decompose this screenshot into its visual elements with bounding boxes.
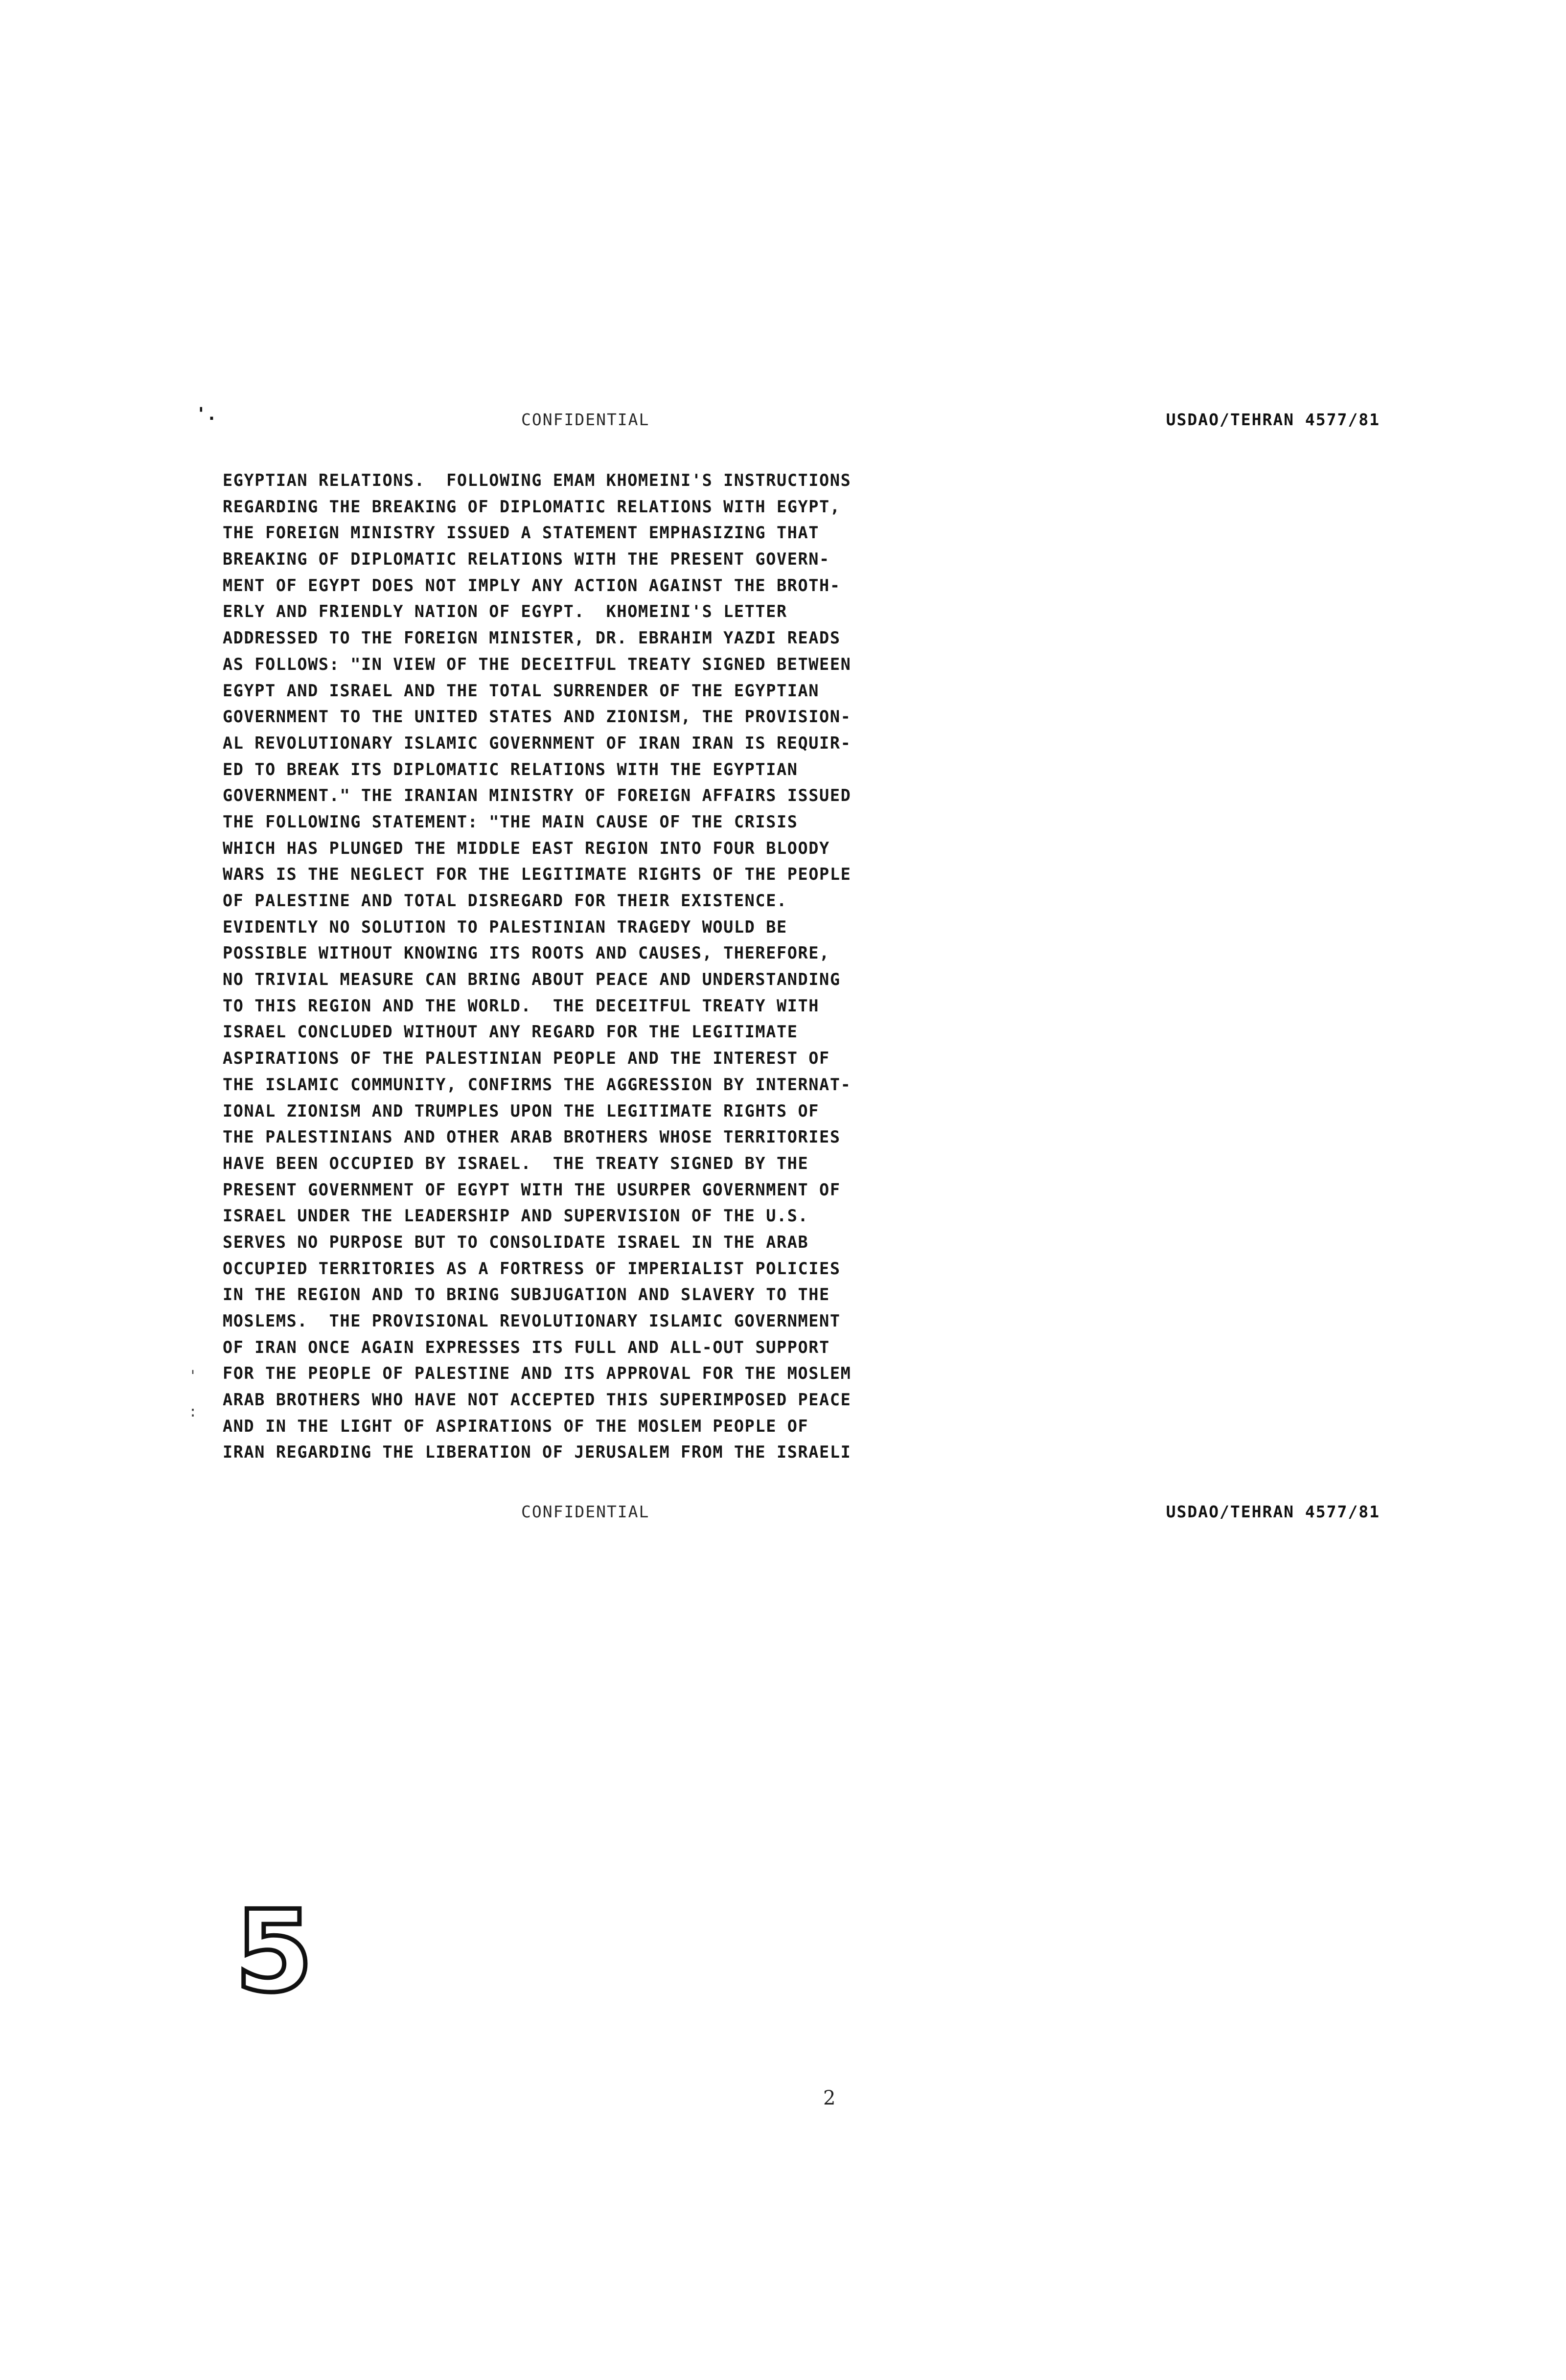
body-line: AL REVOLUTIONARY ISLAMIC GOVERNMENT OF IRAN IRAN IS REQUIR- [223,733,852,753]
body-line: THE PALESTINIANS AND OTHER ARAB BROTHERS WHOSE TERRITORIES [223,1127,841,1147]
body-line: REGARDING THE BREAKING OF DIPLOMATIC RELATIONS WITH EGYPT, [223,497,841,516]
body-line: OF PALESTINE AND TOTAL DISREGARD FOR THEIR EXISTENCE. [223,891,787,910]
body-line: GOVERNMENT." THE IRANIAN MINISTRY OF FOREIGN AFFAIRS ISSUED [223,786,852,805]
section-number: 5 [235,1887,314,2017]
body-line: AND IN THE LIGHT OF ASPIRATIONS OF THE MOSLEM PEOPLE OF [223,1416,809,1436]
body-line: ISRAEL UNDER THE LEADERSHIP AND SUPERVISION OF THE U.S. [223,1206,809,1226]
message-body [223,467,1187,1465]
body-line: FOR THE PEOPLE OF PALESTINE AND ITS APPROVAL FOR THE MOSLEM [223,1364,852,1383]
body-line: OCCUPIED TERRITORIES AS A FORTRESS OF IMPERIALIST POLICIES [223,1259,841,1278]
edge-tick: : [188,1403,198,1420]
margin-mark: '. [196,404,217,424]
body-line: POSSIBLE WITHOUT KNOWING ITS ROOTS AND CAUSES, THEREFORE, [223,943,830,963]
footer-message-id: USDAO/TEHRAN 4577/81 [1166,1502,1380,1521]
body-line: AS FOLLOWS: "IN VIEW OF THE DECEITFUL TREATY SIGNED BETWEEN [223,654,852,674]
body-line: PRESENT GOVERNMENT OF EGYPT WITH THE USURPER GOVERNMENT OF [223,1180,841,1199]
body-line: ISRAEL CONCLUDED WITHOUT ANY REGARD FOR THE LEGITIMATE [223,1022,798,1042]
body-line: MENT OF EGYPT DOES NOT IMPLY ANY ACTION AGAINST THE BROTH- [223,575,841,595]
body-line: EGYPTIAN RELATIONS. FOLLOWING EMAM KHOMEINI'S INSTRUCTIONS [223,471,852,490]
body-line: IRAN REGARDING THE LIBERATION OF JERUSALEM FROM THE ISRAELI [223,1442,852,1462]
header-classification: CONFIDENTIAL [521,410,650,429]
body-line: SERVES NO PURPOSE BUT TO CONSOLIDATE ISRAEL IN THE ARAB [223,1232,809,1252]
body-line: IN THE REGION AND TO BRING SUBJUGATION AND SLAVERY TO THE [223,1285,830,1304]
body-line: TO THIS REGION AND THE WORLD. THE DECEITFUL TREATY WITH [223,996,820,1015]
body-line: HAVE BEEN OCCUPIED BY ISRAEL. THE TREATY SIGNED BY THE [223,1153,809,1173]
body-line: EVIDENTLY NO SOLUTION TO PALESTINIAN TRAGEDY WOULD BE [223,917,787,937]
body-line: OF IRAN ONCE AGAIN EXPRESSES ITS FULL AND ALL-OUT SUPPORT [223,1337,830,1357]
body-line: EGYPT AND ISRAEL AND THE TOTAL SURRENDER OF THE EGYPTIAN [223,681,820,700]
footer-classification: CONFIDENTIAL [521,1502,650,1521]
body-line: GOVERNMENT TO THE UNITED STATES AND ZIONISM, THE PROVISION- [223,707,852,727]
body-line: ADDRESSED TO THE FOREIGN MINISTER, DR. EBRAHIM YAZDI READS [223,628,841,648]
body-line: WARS IS THE NEGLECT FOR THE LEGITIMATE RIGHTS OF THE PEOPLE [223,865,852,884]
body-line: THE ISLAMIC COMMUNITY, CONFIRMS THE AGGRESSION BY INTERNAT- [223,1075,852,1094]
body-line: BREAKING OF DIPLOMATIC RELATIONS WITH THE PRESENT GOVERN- [223,549,830,569]
body-line: NO TRIVIAL MEASURE CAN BRING ABOUT PEACE AND UNDERSTANDING [223,970,841,989]
page-footer [196,1502,1380,1532]
page-header [196,410,1380,439]
header-message-id: USDAO/TEHRAN 4577/81 [1166,410,1380,429]
page-number: 2 [823,2087,836,2109]
body-line: ED TO BREAK ITS DIPLOMATIC RELATIONS WITH THE EGYPTIAN [223,759,798,779]
body-line: ARAB BROTHERS WHO HAVE NOT ACCEPTED THIS SUPERIMPOSED PEACE [223,1390,852,1410]
body-line: WHICH HAS PLUNGED THE MIDDLE EAST REGION INTO FOUR BLOODY [223,838,830,858]
edge-tick: ' [188,1368,198,1385]
body-line: ERLY AND FRIENDLY NATION OF EGYPT. KHOMEINI'S LETTER [223,602,787,621]
body-line: ASPIRATIONS OF THE PALESTINIAN PEOPLE AND THE INTEREST OF [223,1049,830,1068]
body-line: THE FOREIGN MINISTRY ISSUED A STATEMENT EMPHASIZING THAT [223,523,820,543]
body-line: THE FOLLOWING STATEMENT: "THE MAIN CAUSE OF THE CRISIS [223,812,798,831]
body-line: IONAL ZIONISM AND TRUMPLES UPON THE LEGITIMATE RIGHTS OF [223,1101,820,1121]
body-line: MOSLEMS. THE PROVISIONAL REVOLUTIONARY ISLAMIC GOVERNMENT [223,1311,841,1330]
